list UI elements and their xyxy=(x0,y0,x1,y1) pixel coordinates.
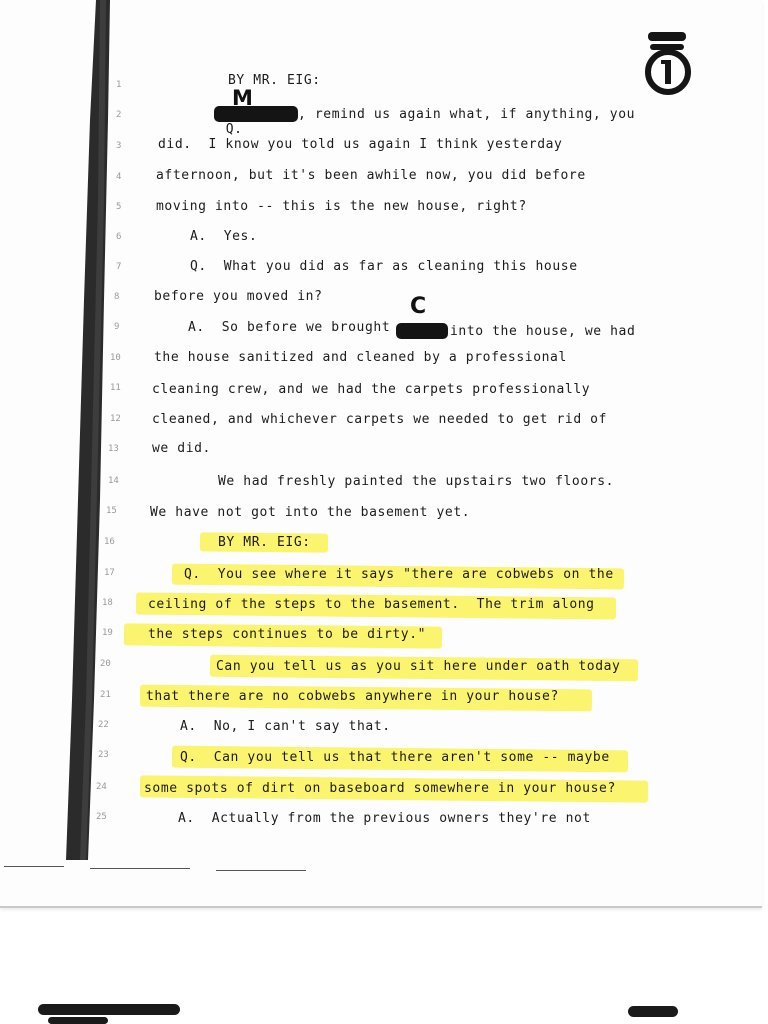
handwritten-initial: C xyxy=(410,294,427,319)
exhibit-stamp-icon xyxy=(640,32,694,96)
line-number: 7 xyxy=(116,262,122,272)
transcript-line: We had freshly painted the upstairs two floors. xyxy=(218,474,615,489)
transcript-line: afternoon, but it's been awhile now, you did before xyxy=(156,168,586,183)
question-marker: Q. xyxy=(225,122,243,137)
line-number: 19 xyxy=(102,628,113,638)
line-number: 6 xyxy=(116,232,122,242)
transcript-line: , remind us again what, if anything, you xyxy=(298,107,636,122)
line-number: 1 xyxy=(116,80,122,90)
transcript-line: Q. You see where it says "there are cobwebs on the xyxy=(184,567,614,582)
line-number: 20 xyxy=(100,659,111,669)
footer-rule xyxy=(216,870,306,871)
line-number: 22 xyxy=(98,720,109,730)
transcript-line: ceiling of the steps to the basement. The trim along xyxy=(148,597,595,612)
footer-rule xyxy=(90,868,190,869)
transcript-line: Q. What you did as far as cleaning this house xyxy=(190,259,578,274)
transcript-line: A. No, I can't say that. xyxy=(180,719,391,734)
line-number: 14 xyxy=(108,476,119,486)
line-number: 9 xyxy=(114,322,120,332)
scan-edge-mark xyxy=(48,1017,108,1024)
name-redaction xyxy=(214,106,298,122)
transcript-line: that there are no cobwebs anywhere in your house? xyxy=(146,689,559,704)
line-number: 8 xyxy=(114,292,120,302)
transcript-line: the house sanitized and cleaned by a professional xyxy=(154,350,567,365)
transcript-line: cleaned, and whichever carpets we needed to get rid of xyxy=(152,412,608,427)
line-number: 17 xyxy=(104,568,115,578)
line-number: 15 xyxy=(106,506,117,516)
line-number: 3 xyxy=(116,141,122,151)
transcript-line: moving into -- this is the new house, right? xyxy=(156,199,527,214)
line-number: 23 xyxy=(98,750,109,760)
handwritten-initial: M xyxy=(232,86,253,110)
transcript-line: A. Yes. xyxy=(190,229,258,244)
transcript-line: A. So before we brought xyxy=(188,320,391,335)
line-number: 5 xyxy=(116,202,122,212)
line-number: 16 xyxy=(104,537,115,547)
transcript-line: Can you tell us as you sit here under oath today xyxy=(216,659,621,674)
line-number: 24 xyxy=(96,782,107,792)
transcript-line: some spots of dirt on baseboard somewhere in your house? xyxy=(144,781,616,796)
footer-rule xyxy=(4,866,64,867)
line-number: 18 xyxy=(102,598,113,608)
scan-edge-mark xyxy=(38,1004,180,1015)
speaker-heading: BY MR. EIG: xyxy=(228,73,321,88)
transcript-line: the steps continues to be dirty." xyxy=(148,627,427,642)
speaker-heading: BY MR. EIG: xyxy=(218,535,311,550)
line-number: 25 xyxy=(96,812,107,822)
scan-edge-mark xyxy=(628,1006,678,1017)
line-number: 4 xyxy=(116,172,122,182)
line-number: 2 xyxy=(116,110,122,120)
transcript-line: A. Actually from the previous owners they're not xyxy=(178,811,591,826)
line-number: 11 xyxy=(110,383,121,393)
line-number: 21 xyxy=(100,690,111,700)
transcript-line: into the house, we had xyxy=(450,324,636,339)
transcript-line: We have not got into the basement yet. xyxy=(150,505,471,520)
line-number: 12 xyxy=(110,414,121,424)
transcript-line: did. I know you told us again I think yesterday xyxy=(158,137,563,152)
name-redaction xyxy=(396,323,448,339)
transcript-line: cleaning crew, and we had the carpets professionally xyxy=(152,382,591,397)
line-number: 10 xyxy=(110,353,121,363)
transcript-line: Q. Can you tell us that there aren't some -- maybe xyxy=(180,750,610,765)
line-number: 13 xyxy=(108,444,119,454)
scan-margin-shadow xyxy=(56,0,112,860)
transcript-line: we did. xyxy=(152,441,211,456)
transcript-line: before you moved in? xyxy=(154,289,323,304)
